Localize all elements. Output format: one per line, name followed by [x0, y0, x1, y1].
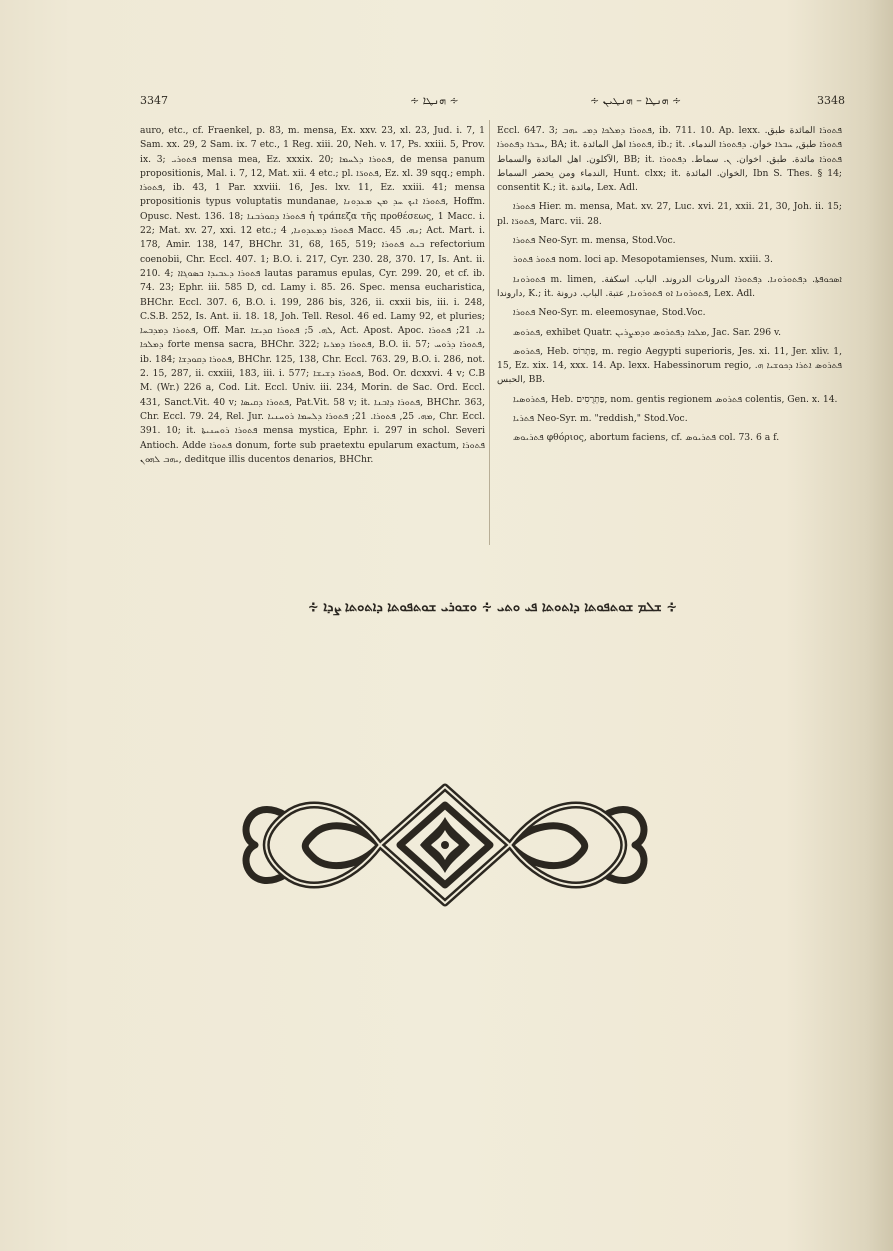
left-column [140, 124, 485, 472]
dictionary-entry: ܦܬܘܪܐ Neo-Syr. m. eleemosynae, Stod.Voc. [513, 307, 706, 319]
dictionary-entry: Eccl. 647. 3; ܦܬܘܪܐ ܕܡܠܟܐ ܕܡܝ ܝܗܒ, ib. 711. 10. Ap. lexx. ܦܬܘܪܐ المائدة طبق. ܚܒܪܐ ܕܦܬܘܪܐ, BA; it. ܦܬܘܪܐ اهل المائدة, ib.; it. ܦܬܘܪܐ طبق, ܚܒܪܐ خوان. ܕܦܬܘܪܐ الندماء. الآكلون. اهل المائدة والسماط, BB; it. ܦܬܘܪܐ مائدة. طبق. اخوان. ܢ. سماط. ܕܦܬܘܪܐ الندماء ومن يحضر السماط, Hunt. clxx; it. الخوان. المائدة, Ibn S. Thes. § 14; consentit K.; it. مائدة, Lex. Adl. [497, 125, 843, 194]
dictionary-entry: ܦܬܘܪܘܢܐ m. limen, ܐܣܟܘܦܬܐ. ܕܦܬܘܪܘܢܐ. ܕܦܬܘܪܐ الدرونات الدروند. الباب. اسكفة. داروندا, K.; it. ܦܬܘܪܘܢܐ ܐܘ ܦܬܘܪܘܢܐ, عتبة. الباب. درونة, Lex. Adl. [497, 273, 843, 299]
running-header [140, 90, 845, 112]
colophon: ∻ ܫܠܡ ܫܘܬܦܘܬܐ ܕܐܬܘܬܐ ܦܝ ܘܬܝ ∻ ܘܫܘܪܝ ܫܘܬܦܘܬܐ ܕܐܬܘܬܐ ܨܕܐ ∻ [307, 600, 678, 615]
column-divider [489, 120, 490, 545]
left-running-title: ∻ ܗܢܛܐ ∻ [410, 94, 459, 107]
dictionary-entry: ܦܬܘܪܐ Hier. m. mensa, Mat. xv. 27, Luc. xvi. 21, xxii. 21, 30, Joh. ii. 15; pl. ܦܬܘܪ̈ܐ, Marc. vii. 28. [497, 201, 842, 227]
dictionary-entry: ܦܬܪܘܣ, Heb. פַּתְרוֹס, m. regio Aegypti superioris, Jes. xi. 11, Jer. xliv. 1, 15, Ez. xix. 14, xxx. 14. Ap. lexx. Habessinorum regio, ܦܬܪܘܣ ܐܬܪܐ ܕܟܘܫܝܐ ܗ. الحبس, BB. [497, 345, 843, 386]
right-page-number: 3348 [817, 94, 845, 107]
dictionary-entry: ܦܬܘܪ ܦܬܘܪ nom. loci ap. Mesopotamienses, Num. xxiii. 3. [513, 254, 773, 266]
left-page-number: 3347 [140, 94, 168, 107]
right-running-title: ∻ ܗܢܛܐ – ܗܢܛܝܢ ∻ [590, 94, 682, 107]
dictionary-entry: ܦܬܘܪܐ Neo-Syr. m. mensa, Stod.Voc. [513, 235, 676, 247]
dictionary-entry: ܦܬܪܝܐ Neo-Syr. m. "reddish," Stod.Voc. [513, 413, 688, 425]
dictionary-entry: ܦܬܪܘܣܝܐ, Heb. פַּתְרֻסִים, nom. gentis regionem ܦܬܪܘܣ colentis, Gen. x. 14. [513, 393, 838, 405]
right-column [497, 124, 842, 451]
dictionary-entry: ܦܬܪܘܣ, exhibet Quatr. ܡܠܟܐ ܕܦܬܪܘܣ ܘܕܡܨܪܝܢ, Jac. Sar. 296 v. [513, 326, 782, 338]
dictionary-entry: ܦܬܪܝܘܣ φθόριος, abortum faciens, cf. ܦܬܪܝܘܣ col. 73. 6 a f. [513, 432, 780, 444]
left-column-paragraph: auro, etc., cf. Fraenkel, p. 83, m. mensa, Ex. xxv. 23, xl. 23, Jud. i. 7, 1 Sam. xx. 29, 2 Sam. ix. 7 etc., 1 Reg. xiii. 20, Neh. v. 17, Ps. xxiii. 5, Prov. ix. 3; ܦܬܘܪܝ mensa mea, Ez. xxxix. 20; ܦܬܘܪܐ ܕܠܚܡܐ, de mensa panum propositionis, Mal. i. 7, 12, Mat. xii. 4 etc.; pl. ܦܬܘܪ̈ܐ, Ez. xl. 39 sqq.; emph. ܦܬܘܪܐ, ib. 43, 1 Par. xxviii. 16, Jes. lxv. 11, Ez. xxiii. 41; mensa propositionis typus voluptatis mundanae, ܦܬܘܪܐ ܐܝܟ ܚܕ ܡܢ ܡܥܕܘܢܐ, Hoffm. Opusc. Nest. 136. 18; ܦܬܘܪܐ ܕܩܘܪܒܢܐ ἡ τράπεζα τῆς προθέσεως, 1 Macc. i. 22; Mat. xv. 27, xxi. 12 etc.; ܦܬܘܪܐ ܕܡܥܕܘܢܐ, 4 Macc. ܢܗ. 45; Act. Mart. i. 178, Amir. 138, 147, BHChr. 31, 68, 165, 519; ܒܝܬ ܦܬܘܪܐ refectorium coenobii, Chr. Eccl. 407. 1; B.O. i. 217, Cyr. 230. 28, 370. 17, Is. Ant. ii. 210. 4; ܦܬܘܪܐ ܕܥܒܝܕܐ ܒܣܘܓܐܐ lautas paramus epulas, Cyr. 299. 20, et cf. ib. 74. 23; Ephr. iii. 585 D, cd. Lamy i. 85. 26. Spec. mensa eucharistica, BHChr. Eccl. 307. 6, B.O. i. 199, 286 bis, 326, ii. cxxii bis, iii. i. 248, C.S.B. 252, Is. Ant. ii. 18. 18, Joh. Tell. Resol. 46 ed. Lamy 92, et pluries; ܦܬܘܪܐ ܕܡܕܒܚܐ, Off. Mar. ܠܗ. 5; ܦܬܘܪܐ ܩܕܝܫܐ, Act. Apost. Apoc. ܝܐ. 21; ܦܬܘܪܐ ܕܡܠܟܐ forte mensa sacra, BHChr. 322; ܦܬܘܪܐ ܕܡܪܝܐ, B.O. ii. 57; ܦܬܘܪܐ ܕܪܘܚ, ib. 184; ܦܬܘܪܐ ܕܩܘܕܫܐ, BHChr. 125, 138, Chr. Eccl. 763. 29, B.O. i. 286, not. 2. 15, 287, ii. cxxiii, 183, iii. i. 577; ܦܬܘܪܐ ܕܫܝܫܐ, Bod. Or. dcxxvi. 4 v; C.B M. (Wr.) 226 a, Cod. Lit. Eccl. Univ. iii. 234, Morin. de Sac. Ord. Eccl. 431, Sanct.Vit. 40 v; ܦܬܘܪܐ ܕܩܝܣܐ, Pat.Vit. 58 v; it. ܦܬܘܪܐ ܕܐܒܢܐ, BHChr. 363, Chr. Eccl. 79. 24, Rel. Jur. ܡܗ. 25, ܦܬܘܪܐ. 21; ܦܬܘܪܐ ܕܠܚܡܐ ܪܘܚܢܝܐ, Chr. Eccl. 391. 10; it. ܦܬܘܪܐ ܪܘܚܢܝܬܐ mensa mystica, Ephr. i. 297 in schol. Severi Antioch. Adde ܦܬܘܪܐ donum, forte sub praetextu epularum exactum, ܦܬܘܪܐ ܝܗܒ ܠܗܘܢ, deditque illis ducentos denarios, BHChr. [140, 125, 486, 465]
knot-ornament-icon [230, 775, 660, 915]
